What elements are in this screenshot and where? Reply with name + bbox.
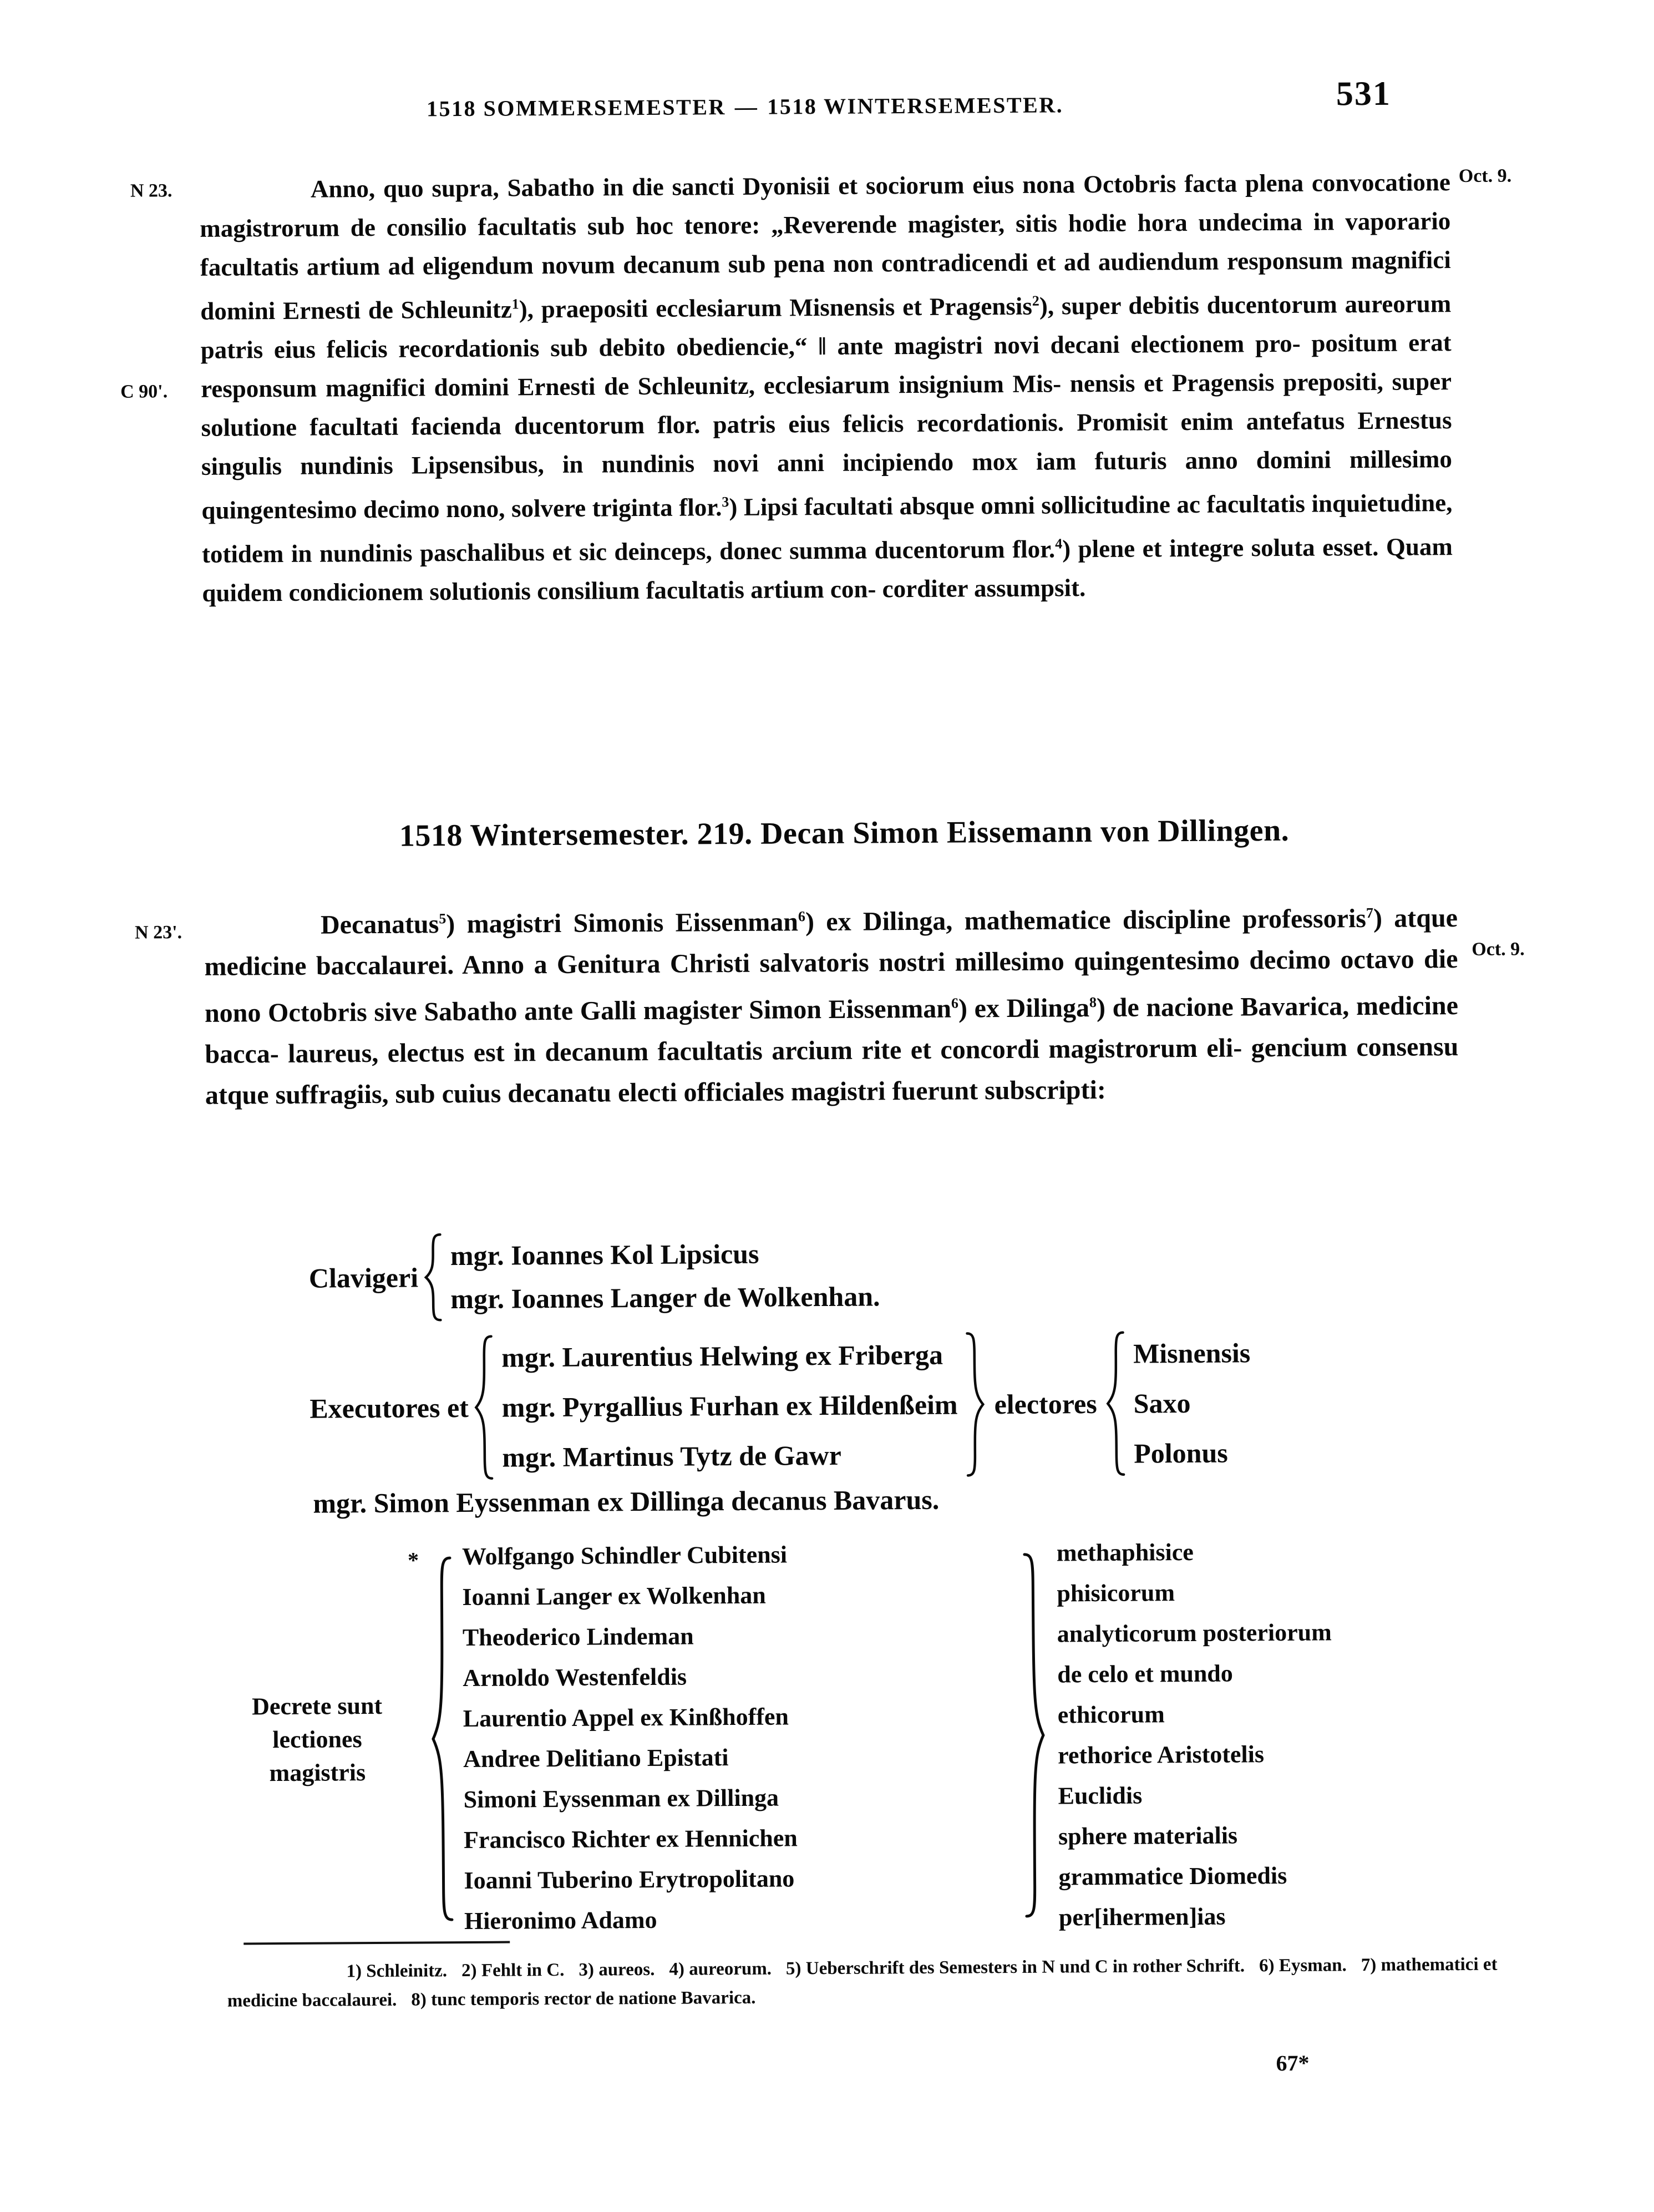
- p1-line1: Anno, quo supra, Sabatho in die sancti Dyonisii et sociorum eius nona Octobris facta: [310, 169, 1237, 203]
- footnote-ref-4: 4: [1055, 535, 1063, 552]
- list-item: rethorice Aristotelis: [1058, 1740, 1265, 1769]
- clavigeri-label: Clavigeri: [308, 1262, 419, 1294]
- p1-line4b: ),: [519, 295, 534, 323]
- list-item: mgr. Pyrgallius Furhan ex Hildenßeim: [501, 1389, 958, 1423]
- footnote-ref-7: 7: [1366, 904, 1374, 922]
- p2-line7: fuerunt subscripti:: [892, 1075, 1106, 1106]
- p1-line11b: ) Lipsi facultati absque omni sollicitudine ac facultatis inquietudine,: [729, 489, 1453, 522]
- lectiones-label-line1: Decrete sunt: [251, 1692, 383, 1720]
- list-item: mgr. Martinus Tytz de Gawr: [502, 1439, 842, 1473]
- list-item: grammatice Diomedis: [1058, 1861, 1287, 1891]
- officials-group-executores: [310, 1328, 1251, 1483]
- lectiones-label: [236, 1689, 398, 1790]
- signature-mark: 67*: [1276, 2050, 1310, 2076]
- footnote-5: 5) Ueberschrift des Semesters in N und C in rother Schrift.: [785, 1956, 1245, 1979]
- lectiones-assignment-table: [236, 1531, 1414, 1943]
- p2-line2b: ) atque medicine baccalaurei. Anno a Genitura Christi salvatoris nostri: [204, 903, 1458, 981]
- electores-label: electores: [994, 1388, 1097, 1420]
- p1-line9: eius felicis recordationis. Promisit enim antefatus Ernestus singulis nundinis Lipsensibus, in: [201, 406, 1452, 480]
- list-item: phisicorum: [1057, 1579, 1175, 1607]
- p2-line4c: ) de nacione Bavarica, medicine bacca-: [205, 991, 1459, 1069]
- margin-date-oct9-first: Oct. 9.: [1458, 165, 1512, 187]
- p2-line3: millesimo quingentesimo decimo octavo die nono Octobris sive Sabatho ante Galli: [204, 944, 1458, 1028]
- list-item: Ioanni Langer ex Wolkenhan: [462, 1581, 766, 1611]
- list-item: de celo et mundo: [1057, 1659, 1233, 1688]
- list-item: mgr. Ioannes Langer de Wolkenhan.: [450, 1280, 880, 1315]
- list-item: Ioanni Tuberino Erytropolitano: [464, 1865, 795, 1895]
- p1-line13: integre soluta esset. Quam quidem condicionem solutionis consilium facultatis artium con-: [202, 533, 1453, 607]
- list-item: sphere materialis: [1058, 1821, 1238, 1850]
- footnote-ref-3: 3: [722, 494, 729, 510]
- p1-line7: positum erat responsum magnifici domini Ernesti de Schleunitz, ecclesiarum insignium Mis-: [200, 328, 1452, 403]
- p1-line4a: pena non contradicendi et ad audiendum responsum magnifici domini Ernesti de Schleunitz: [200, 246, 1451, 325]
- p1-line10: nundinis novi anni incipiendo mox iam futuris anno domini millesimo quingentesimo decimo: [201, 445, 1453, 524]
- executores-items: [494, 1329, 966, 1482]
- p2-line4a: magister Simon Eissenman: [643, 994, 952, 1026]
- lectiones-label-line3: magistris: [269, 1759, 366, 1787]
- asterisk-icon: *: [407, 1547, 419, 1573]
- list-item: Simoni Eyssenman ex Dillinga: [463, 1784, 779, 1814]
- footnote-3: 3) aureos.: [579, 1959, 655, 1980]
- list-item: mgr. Ioannes Kol Lipsicus: [450, 1238, 759, 1272]
- footnote-ref-6: 6: [798, 908, 806, 925]
- lectiones-names-column: [452, 1533, 1024, 1941]
- p2-line5: laureus, electus est in decanum facultatis arcium rite et concordi magistrorum eli-: [287, 1033, 1242, 1069]
- p2-line1a: Decanatus: [320, 909, 439, 940]
- running-head-dash: —: [734, 94, 759, 119]
- right-curly-brace-icon: [1022, 1552, 1047, 1919]
- p1-line3: sitis hodie hora undecima in vaporario facultatis artium ad eligendum novum decanum sub: [200, 207, 1451, 281]
- right-curly-brace-icon: [965, 1332, 986, 1477]
- list-item: Laurentio Appel ex Kinßhoffen: [463, 1703, 789, 1733]
- left-curly-brace-icon: [474, 1335, 495, 1480]
- margin-date-oct9-second: Oct. 9.: [1472, 939, 1525, 960]
- left-curly-brace-icon: [424, 1233, 443, 1322]
- officials-group-clavigeri: [308, 1230, 887, 1322]
- left-curly-brace-icon: [430, 1556, 454, 1922]
- p1-line6: eius felicis recordationis sub debito obediencie,“ ‖ ante magistri novi decani electionem pro-: [273, 329, 1301, 364]
- footnote-7: 7) mathematici et medicine baccalaurei.: [227, 1954, 1498, 2011]
- list-item: Wolfgango Schindler Cubitensi: [461, 1541, 788, 1571]
- p2-line6: gencium consensu atque suffragiis, sub cuius decanatu electi officiales magistri: [205, 1032, 1459, 1110]
- decanus-line: mgr. Simon Eyssenman ex Dillinga decanus Bavarus.: [313, 1484, 940, 1519]
- footnote-ref-6b: 6: [951, 995, 959, 1011]
- footnote-ref-5: 5: [439, 910, 447, 927]
- margin-note-n23: N 23.: [130, 180, 172, 201]
- footnote-4: 4) aureorum.: [669, 1958, 772, 1980]
- p2-line4b: ) ex Dilinga: [958, 993, 1090, 1024]
- electores-nations: [1125, 1328, 1251, 1478]
- list-item: Misnensis: [1133, 1337, 1251, 1369]
- margin-note-n23-prime: N 23'.: [134, 922, 182, 943]
- list-item: Saxo: [1133, 1388, 1191, 1419]
- list-item: Francisco Richter ex Hennichen: [463, 1824, 798, 1854]
- running-head-right: 1518 WINTERSEMESTER.: [767, 92, 1064, 119]
- list-item: mgr. Laurentius Helwing ex Friberga: [501, 1339, 943, 1373]
- footnote-8: 8) tunc temporis rector de natione Bavarica.: [411, 1987, 756, 2010]
- p1-line14: corditer assumpsit.: [882, 574, 1086, 603]
- footnote-ref-8: 8: [1089, 994, 1097, 1011]
- list-item: Hieronimo Adamo: [464, 1906, 657, 1935]
- p2-line2a: professoris: [1242, 904, 1367, 934]
- p1-line12a: totidem in nundinis paschalibus et sic deinceps, donec summa ducentorum flor.: [201, 535, 1056, 568]
- section-heading: 1518 Wintersemester. 219. Decan Simon Eissemann von Dillingen.: [399, 813, 1290, 853]
- list-item: per[ihermen]ias: [1058, 1902, 1226, 1931]
- lectiones-subjects-column: [1044, 1531, 1414, 1938]
- p2-line1b: ) magistri Simonis Eissenman: [446, 907, 799, 939]
- p1-line12b: ) plene et: [1062, 534, 1162, 563]
- p1-line5b: ), super debitis ducentorum aureorum patris: [200, 290, 1452, 364]
- list-item: methaphisice: [1056, 1538, 1194, 1567]
- footnote-ref-1: 1: [511, 296, 519, 312]
- running-head: [427, 92, 1063, 122]
- paragraph-decanatus-record: [204, 892, 1459, 1116]
- page-number: 531: [1336, 74, 1392, 113]
- footnote-1: 1) Schleinitz.: [346, 1961, 448, 1982]
- list-item: ethicorum: [1057, 1700, 1165, 1729]
- footnote-2: 2) Fehlt in C.: [461, 1960, 565, 1981]
- clavigeri-items: [443, 1231, 888, 1320]
- footnotes-block: [227, 1950, 1498, 2016]
- p1-line11a: nono, solvere triginta flor.: [445, 493, 722, 523]
- p1-line2: plena convocatione magistrorum de consilio facultatis sub hoc tenore: „Reverende magister,: [200, 168, 1451, 242]
- list-item: Euclidis: [1058, 1781, 1143, 1810]
- lectiones-label-line2: lectiones: [272, 1725, 362, 1754]
- p2-line1c: ) ex Dilinga, mathematice discipline: [805, 904, 1231, 937]
- list-item: analyticorum posteriorum: [1057, 1618, 1332, 1648]
- footnote-ref-2: 2: [1032, 292, 1039, 309]
- p1-line5a: praepositi ecclesiarum Misnensis et Pragensis: [541, 292, 1033, 323]
- running-head-left: 1518 SOMMERSEMESTER: [426, 94, 726, 122]
- executores-label: Executores et: [310, 1391, 469, 1424]
- p1-line8: nensis et Pragensis prepositi, super solutione facultati facienda ducentorum flor. patris: [201, 367, 1452, 442]
- list-item: Theoderico Lindeman: [462, 1622, 694, 1652]
- list-item: Polonus: [1134, 1437, 1228, 1469]
- list-item: Arnoldo Westenfeldis: [463, 1663, 687, 1692]
- margin-note-c90: C 90'.: [120, 381, 168, 402]
- list-item: Andree Delitiano Epistati: [463, 1744, 729, 1773]
- footnote-6: 6) Eysman.: [1259, 1955, 1347, 1976]
- paragraph-sommersemester-record: [200, 163, 1453, 613]
- left-curly-brace-icon: [1105, 1331, 1127, 1476]
